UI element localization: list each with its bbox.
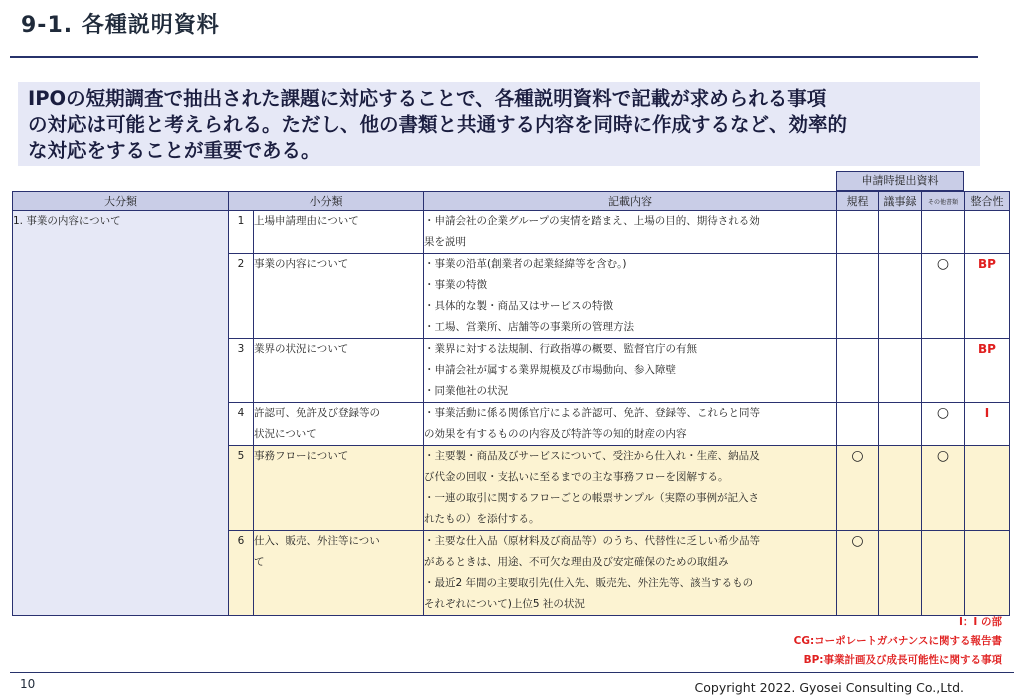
kitei-cell: ○ bbox=[837, 531, 879, 616]
content-line: の効果を有するものの内容及び特許等の知的財産の内容 bbox=[424, 428, 687, 440]
content-line: それぞれについて)上位5 社の状況 bbox=[424, 598, 585, 610]
other-cell: ○ bbox=[922, 254, 965, 339]
major-category-label: 1. 事業の内容について bbox=[13, 215, 121, 227]
gijiroku-cell bbox=[879, 403, 922, 446]
consistency-cell: BP bbox=[965, 339, 1010, 403]
content-line: ・申請会社が属する業界規模及び市場動向、参入障壁 bbox=[424, 364, 676, 376]
other-cell bbox=[922, 211, 965, 254]
minor-category bbox=[254, 531, 424, 616]
content-line: ・業界に対する法規制、行政指導の概要、監督官庁の有無 bbox=[424, 343, 697, 355]
gijiroku-cell bbox=[879, 254, 922, 339]
legend-cg: CG:コーポレートガバナンスに関する報告書 bbox=[793, 635, 1002, 647]
minor-category: 事務フローについて bbox=[254, 446, 424, 531]
minor-line: 状況について bbox=[254, 428, 317, 440]
content-line: ・事業の沿革(創業者の起業経緯等を含む。) bbox=[424, 258, 627, 270]
gijiroku-cell bbox=[879, 211, 922, 254]
col-minor: 小分類 bbox=[229, 192, 424, 211]
kitei-cell: ○ bbox=[837, 446, 879, 531]
consistency-cell bbox=[965, 211, 1010, 254]
content-line: ・事業活動に係る関係官庁による許認可、免許、登録等、これらと同等 bbox=[424, 407, 760, 419]
content-cell bbox=[424, 254, 837, 339]
consistency-cell bbox=[965, 446, 1010, 531]
minor-line: 仕入、販売、外注等につい bbox=[254, 535, 380, 547]
minor-category: 業界の状況について bbox=[254, 339, 424, 403]
other-cell: ○ bbox=[922, 446, 965, 531]
other-cell bbox=[922, 339, 965, 403]
gijiroku-cell bbox=[879, 446, 922, 531]
row-number: 1 bbox=[229, 211, 254, 254]
submission-docs-header: 申請時提出資料 bbox=[836, 171, 964, 191]
copyright: Copyright 2022. Gyosei Consulting Co.,Ltd. bbox=[694, 680, 964, 695]
minor-line: て bbox=[254, 556, 265, 568]
content-cell bbox=[424, 531, 837, 616]
footer-divider bbox=[10, 672, 1014, 673]
content-line: ・主要な仕入品（原材料及び商品等）のうち、代替性に乏しい希少品等 bbox=[424, 535, 760, 547]
minor-category bbox=[254, 403, 424, 446]
content-line: ・申請会社の企業グループの実情を踏まえ、上場の目的、期待される効 bbox=[424, 215, 760, 227]
row-number: 2 bbox=[229, 254, 254, 339]
row-number: 6 bbox=[229, 531, 254, 616]
col-other: その他書類 bbox=[922, 192, 965, 211]
other-cell: ○ bbox=[922, 403, 965, 446]
col-content: 記載内容 bbox=[424, 192, 837, 211]
content-cell bbox=[424, 403, 837, 446]
minor-category: 事業の内容について bbox=[254, 254, 424, 339]
consistency-cell bbox=[965, 531, 1010, 616]
gijiroku-cell bbox=[879, 531, 922, 616]
row-number: 5 bbox=[229, 446, 254, 531]
col-consistency: 整合性 bbox=[965, 192, 1010, 211]
other-cell bbox=[922, 531, 965, 616]
content-cell bbox=[424, 339, 837, 403]
minor-line: 許認可、免許及び登録等の bbox=[254, 407, 380, 419]
explanation-table bbox=[12, 191, 1010, 616]
summary-line: な対応をすることが重要である。 bbox=[28, 139, 321, 162]
col-kitei: 規程 bbox=[837, 192, 879, 211]
legend-i: I：I の部 bbox=[959, 616, 1002, 628]
content-line: ・事業の特徴 bbox=[424, 279, 487, 291]
page-number: 10 bbox=[20, 677, 36, 691]
kitei-cell bbox=[837, 254, 879, 339]
content-cell bbox=[424, 446, 837, 531]
consistency-cell: I bbox=[965, 403, 1010, 446]
kitei-cell bbox=[837, 211, 879, 254]
content-line: ・具体的な製・商品又はサービスの特徴 bbox=[424, 300, 613, 312]
content-line: ・工場、営業所、店舗等の事業所の管理方法 bbox=[424, 321, 634, 333]
table-header-row bbox=[13, 192, 1010, 211]
minor-category: 上場申請理由について bbox=[254, 211, 424, 254]
row-number: 3 bbox=[229, 339, 254, 403]
col-major: 大分類 bbox=[13, 192, 229, 211]
content-line: ・最近2 年間の主要取引先(仕入先、販売先、外注先等、該当するもの bbox=[424, 577, 754, 589]
kitei-cell bbox=[837, 339, 879, 403]
content-line: び代金の回収・支払いに至るまでの主な事務フローを図解する。 bbox=[424, 471, 729, 483]
content-line: れたもの）を添付する。 bbox=[424, 513, 540, 525]
content-line: ・一連の取引に関するフローごとの帳票サンプル（実際の事例が記入さ bbox=[424, 492, 760, 504]
major-category-cell bbox=[13, 211, 229, 616]
consistency-cell: BP bbox=[965, 254, 1010, 339]
content-cell bbox=[424, 211, 837, 254]
summary-line: IPOの短期調査で抽出された課題に対応することで、各種説明資料で記載が求められる事項 bbox=[28, 87, 827, 110]
content-line: ・主要製・商品及びサービスについて、受注から仕入れ・生産、納品及 bbox=[424, 450, 760, 462]
title-divider bbox=[10, 56, 978, 58]
legend-bp: BP:事業計画及び成長可能性に関する事項 bbox=[803, 654, 1002, 666]
gijiroku-cell bbox=[879, 339, 922, 403]
content-line: 果を説明 bbox=[424, 236, 466, 248]
summary-box bbox=[18, 82, 980, 166]
summary-line: の対応は可能と考えられる。ただし、他の書類と共通する内容を同時に作成するなど、効率的 bbox=[28, 113, 848, 136]
row-number: 4 bbox=[229, 403, 254, 446]
kitei-cell bbox=[837, 403, 879, 446]
content-line: ・同業他社の状況 bbox=[424, 385, 508, 397]
col-gijiroku: 議事録 bbox=[879, 192, 922, 211]
table-row bbox=[13, 211, 1010, 254]
page-title: 9-1. 各種説明資料 bbox=[21, 13, 220, 38]
content-line: があるときは、用途、不可欠な理由及び安定確保のための取組み bbox=[424, 556, 729, 568]
